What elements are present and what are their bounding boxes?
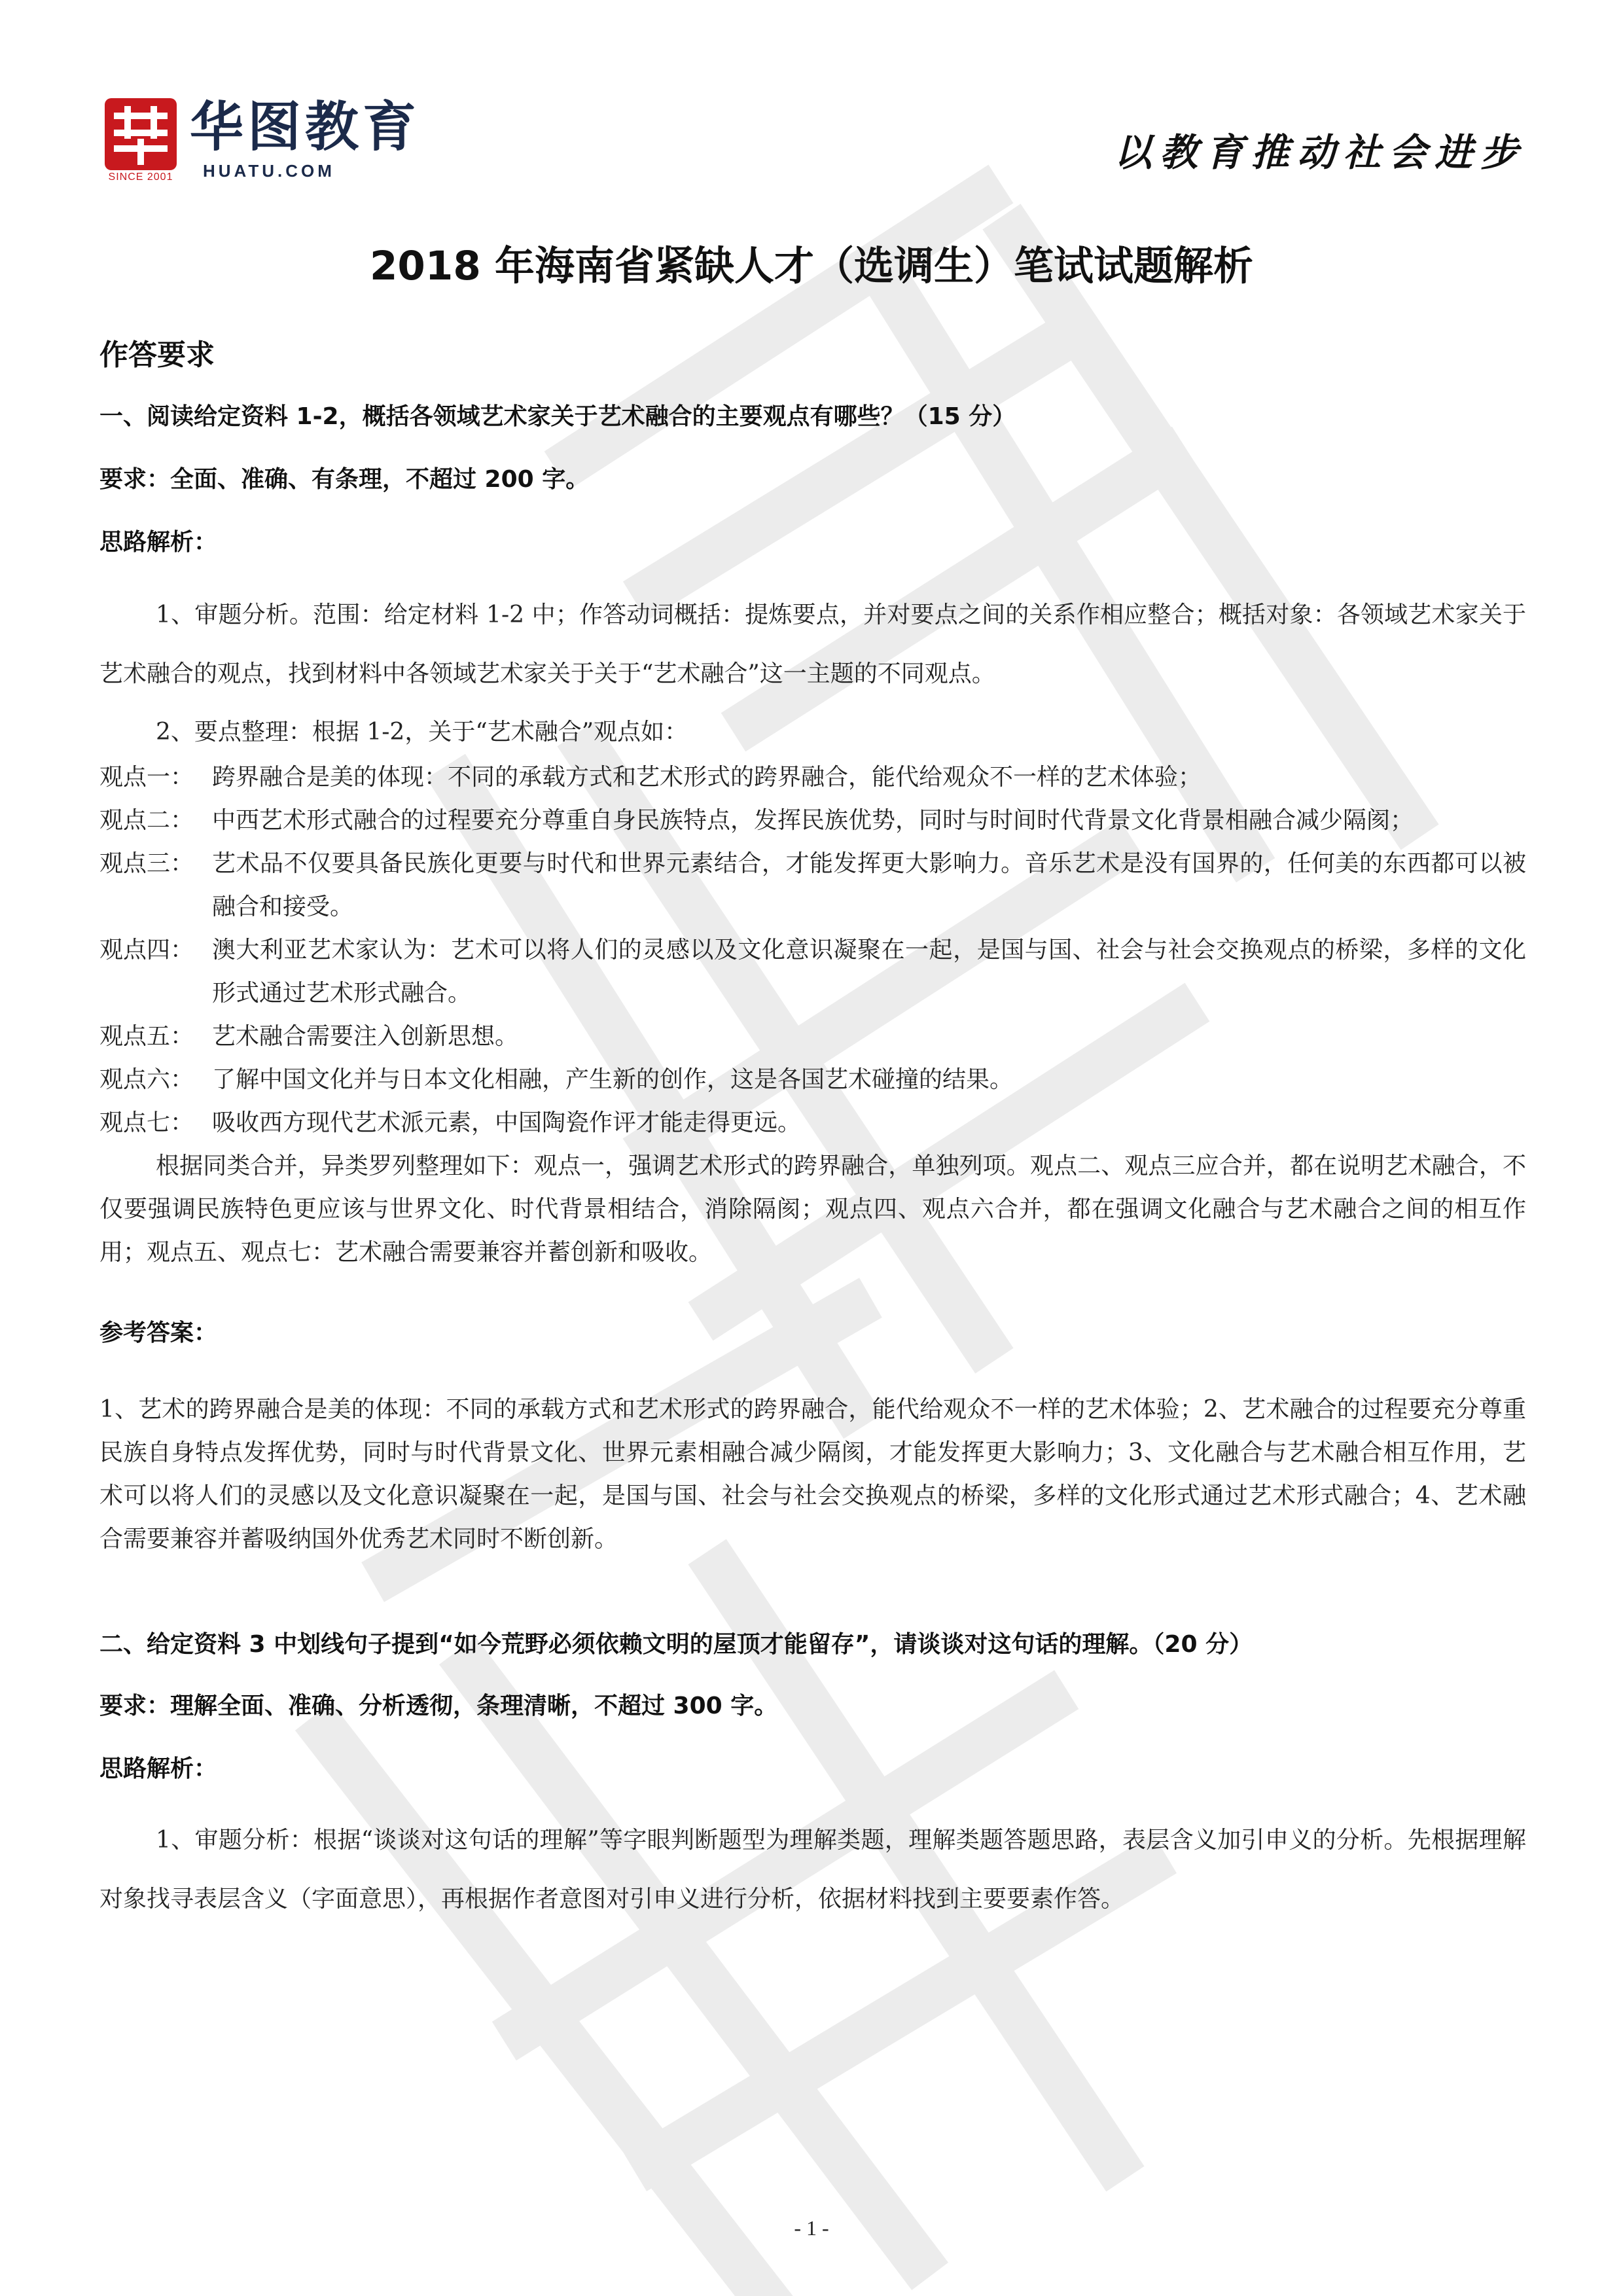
view-text: 吸收西方现代艺术派元素，中国陶瓷作评才能走得更远。 xyxy=(212,1109,802,1136)
list-item xyxy=(99,1102,1526,1145)
view-label: 观点六： xyxy=(99,1066,194,1093)
view-label: 观点七： xyxy=(99,1109,194,1136)
logo-name: 华图教育 xyxy=(190,96,421,158)
document-title: 2018 年海南省紧缺人才（选调生）笔试试题解析 xyxy=(369,243,1253,289)
q1-question: 一、阅读给定资料 1-2，概括各领域艺术家关于艺术融合的主要观点有哪些？（15 分） xyxy=(99,403,1016,430)
huatu-logo xyxy=(105,98,445,183)
view-text: 了解中国文化并与日本文化相融，产生新的创作，这是各国艺术碰撞的结果。 xyxy=(212,1066,1014,1093)
list-item xyxy=(99,799,1526,842)
view-label: 观点三： xyxy=(99,850,194,877)
view-label: 观点一： xyxy=(99,764,194,791)
section-heading: 作答要求 xyxy=(99,338,215,372)
page-number: - 1 - xyxy=(794,2216,829,2240)
view-label: 观点五： xyxy=(99,1023,194,1050)
q2-requirement: 要求：理解全面、准确、分析透彻，条理清晰，不超过 300 字。 xyxy=(99,1693,778,1719)
header-slogan: 以教育推动社会进步 xyxy=(1113,130,1526,175)
q1-step2: 2、要点整理：根据 1-2，关于“艺术融合”观点如： xyxy=(156,719,688,745)
q1-views-list xyxy=(99,756,1526,1145)
q1-step1: 1、审题分析。范围：给定材料 1-2 中；作答动词概括：提炼要点，并对要点之间的关系作相应整合；概括对象：各领域艺术家关于艺术融合的观点，找到材料中各领域艺术家关于关于“艺术融合”这一主题的不同观点。 xyxy=(99,601,1526,687)
view-text: 艺术品不仅要具备民族化更要与时代和世界元素结合，才能发挥更大影响力。音乐艺术是没有国界的，任何美的东西都可以被融合和接受。 xyxy=(212,850,1526,920)
document-body xyxy=(99,337,1526,1929)
view-text: 澳大利亚艺术家认为：艺术可以将人们的灵感以及文化意识凝聚在一起，是国与国、社会与社会交换观点的桥梁，多样的文化形式通过艺术形式融合。 xyxy=(212,937,1526,1007)
q1-analysis-label: 思路解析： xyxy=(99,529,218,556)
list-item xyxy=(99,1058,1526,1102)
huatu-logo-mark-icon xyxy=(105,98,177,170)
logo-since-text: SINCE 2001 xyxy=(108,171,173,183)
list-item xyxy=(99,756,1526,799)
list-item xyxy=(99,1015,1526,1058)
q2-question: 二、给定资料 3 中划线句子提到“如今荒野必须依赖文明的屋顶才能留存”，请谈谈对这句话的理解。（20 分） xyxy=(99,1631,1253,1658)
q1-answer: 1、艺术的跨界融合是美的体现：不同的承载方式和艺术形式的跨界融合，能代给观众不一样的艺术体验；2、艺术融合的过程要充分尊重民族自身特点发挥优势，同时与时代背景文化、世界元素相融合减少隔阂，才能发挥更大影响力；3、文化融合与艺术融合相互作用，艺术可以将人们的灵感以及文化意识凝聚在一起，是国与国、社会与社会交换观点的桥梁，多样的文化形式通过艺术形式融合；4、艺术融合需要兼容并蓄吸纳国外优秀艺术同时不断创新。 xyxy=(99,1396,1526,1552)
view-text: 跨界融合是美的体现：不同的承载方式和艺术形式的跨界融合，能代给观众不一样的艺术体验； xyxy=(212,764,1202,791)
q2-step1: 1、审题分析：根据“谈谈对这句话的理解”等字眼判断题型为理解类题，理解类题答题思路，表层含义加引申义的分析。先根据理解对象找寻表层含义（字面意思），再根据作者意图对引申义进行分析，依据材料找到主要要素作答。 xyxy=(99,1827,1526,1912)
view-label: 观点四： xyxy=(99,937,194,963)
list-item xyxy=(99,929,1526,1015)
view-text: 中西艺术形式融合的过程要充分尊重自身民族特点，发挥民族优势，同时与时间时代背景文化背景相融合减少隔阂； xyxy=(212,807,1414,834)
logo-url: HUATU.COM xyxy=(203,161,335,181)
view-text: 艺术融合需要注入创新思想。 xyxy=(212,1023,519,1050)
q1-answer-label: 参考答案： xyxy=(99,1319,218,1346)
view-label: 观点二： xyxy=(99,807,194,834)
q1-merge: 根据同类合并，异类罗列整理如下：观点一，强调艺术形式的跨界融合，单独列项。观点二、观点三应合并，都在说明艺术融合，不仅要强调民族特色更应该与世界文化、时代背景相结合，消除隔阂；观点四、观点六合并，都在强调文化融合与艺术融合之间的相互作用；观点五、观点七：艺术融合需要兼容并蓄创新和吸收。 xyxy=(99,1153,1526,1266)
list-item xyxy=(99,842,1526,929)
q2-analysis-label: 思路解析： xyxy=(99,1755,218,1782)
q1-requirement: 要求：全面、准确、有条理，不超过 200 字。 xyxy=(99,466,590,493)
page-header xyxy=(0,0,1623,196)
